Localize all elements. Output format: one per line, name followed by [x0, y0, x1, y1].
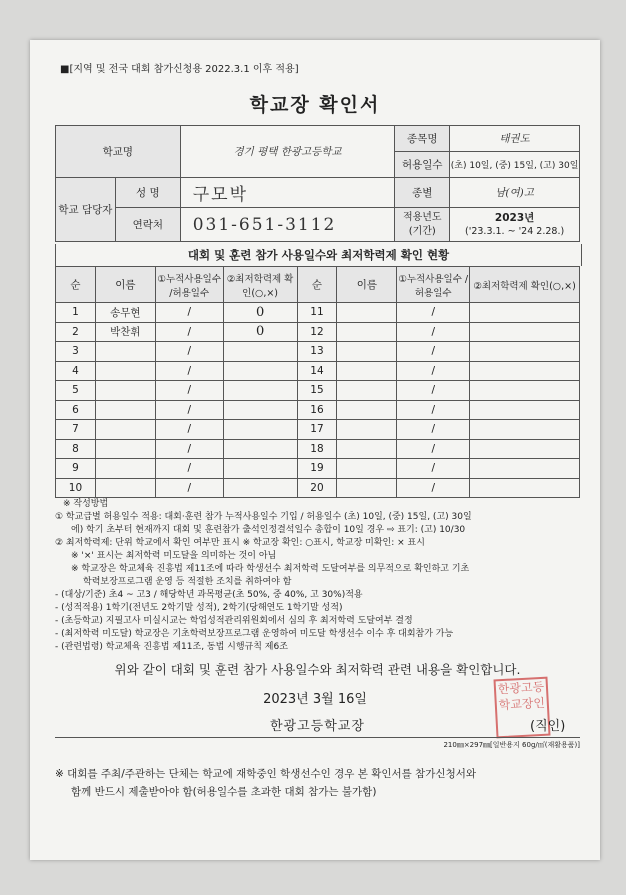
row-name: [337, 342, 397, 362]
sport-value: 태권도: [450, 126, 580, 152]
document-title: 학교장 확인서: [249, 94, 381, 116]
note-line: 에) 학기 초부터 현재까지 대회 및 훈련참가 출석인정결석일수 총합이 10일 경우 ⇨ 표기: (고) 10/30: [71, 525, 466, 535]
row-grade: [223, 420, 297, 440]
header-grade-2: ②최저학력제 확인(○,×): [470, 267, 580, 303]
row-no: 15: [297, 381, 337, 401]
row-grade: [470, 400, 580, 420]
confirm-text: 위와 같이 대회 및 훈련 참가 사용일수와 최저학력 관련 내용을 확인합니다.: [114, 662, 521, 677]
table-row: [56, 420, 580, 440]
row-grade: 0: [223, 322, 297, 342]
note-line: ※ 작성방법: [63, 499, 109, 509]
year-value: 2023년: [494, 211, 535, 224]
principal-text: 한광고등학교장: [270, 719, 365, 734]
header-days-2: ①누적사용일수 /허용일수: [397, 267, 470, 303]
row-days: /: [397, 420, 470, 440]
row-days: /: [155, 381, 223, 401]
days-value: (초) 10일, (중) 15일, (고) 30일: [450, 152, 580, 178]
year-cell: [450, 208, 580, 242]
year-label: 적용년도 (기간): [395, 208, 450, 242]
row-no: 16: [297, 400, 337, 420]
date-text: 2023년 3월 16일: [263, 692, 367, 707]
note-line: ① 학교급별 허용일수 적용: 대회·훈련 참가 누적사용일수 기입 / 허용일수 (초) 10일, (중) 15일, (고) 30일: [55, 512, 472, 522]
row-no: 17: [297, 420, 337, 440]
table-row: [56, 361, 580, 381]
row-name: 박찬휘: [95, 322, 155, 342]
row-name: [95, 381, 155, 401]
row-no: 10: [56, 478, 96, 498]
row-days: /: [397, 459, 470, 479]
table-row: [56, 478, 580, 498]
notes-block: [55, 498, 585, 654]
contact-label: 연락처: [115, 208, 180, 242]
row-grade: [470, 322, 580, 342]
row-grade: [223, 381, 297, 401]
row-days: /: [397, 361, 470, 381]
paper-spec: 210㎜×297㎜[일반용지 60g/㎡(재활용품)]: [443, 741, 580, 749]
note-line: - (관련법령) 학교체육 진흥법 제11조, 동법 시행규칙 제6조: [55, 642, 288, 652]
row-no: 12: [297, 322, 337, 342]
note-line: 학력보장프로그램 운영 등 적절한 조치를 취하여야 함: [83, 577, 292, 587]
row-name: [95, 361, 155, 381]
row-grade: 0: [223, 303, 297, 323]
gender-label: 종별: [395, 178, 450, 208]
table-header-row: [56, 267, 580, 303]
row-name: [95, 420, 155, 440]
row-no: 7: [56, 420, 96, 440]
row-name: [337, 400, 397, 420]
header-name: 이름: [95, 267, 155, 303]
row-no: 13: [297, 342, 337, 362]
note-line: ※ 학교장은 학교체육 진흥법 제11조에 따라 학생선수 최저학력 도달여부를 의무적으로 확인하고 기초: [71, 564, 470, 574]
row-days: /: [397, 303, 470, 323]
table-row: [56, 439, 580, 459]
row-days: /: [397, 322, 470, 342]
header-grade: ②최저학력제 확인(○,×): [223, 267, 297, 303]
row-name: [337, 361, 397, 381]
row-name: [95, 400, 155, 420]
note-line: - (성적적용) 1학기(전년도 2학기말 성적), 2학기(당해연도 1학기말 성적): [55, 603, 343, 613]
row-name: [337, 303, 397, 323]
note-line: - (대상/기준) 초4 ~ 고3 / 해당학년 과목평균(초 50%, 중 40%, 고 30%)적용: [55, 590, 363, 600]
table-row: [56, 400, 580, 420]
table-row: [56, 322, 580, 342]
row-grade: [470, 342, 580, 362]
row-no: 1: [56, 303, 96, 323]
row-days: /: [155, 322, 223, 342]
row-no: 4: [56, 361, 96, 381]
row-no: 2: [56, 322, 96, 342]
row-no: 14: [297, 361, 337, 381]
days-label: 허용일수: [395, 152, 450, 178]
row-grade: [223, 439, 297, 459]
sport-label: 종목명: [395, 126, 450, 152]
row-grade: [223, 459, 297, 479]
row-name: [337, 322, 397, 342]
row-days: /: [155, 361, 223, 381]
row-grade: [223, 361, 297, 381]
row-no: 6: [56, 400, 96, 420]
table-row: [56, 381, 580, 401]
contact-value: 031-651-3112: [180, 208, 395, 242]
staff-label: 학교 담당자: [56, 178, 116, 242]
subtitle: 대회 및 훈련 참가 사용일수와 최저학력제 확인 현황: [55, 244, 582, 266]
note-line: ② 최저학력제: 단위 학교에서 확인 여부만 표시 ※ 학교장 확인: ○표시, 학교장 미확인: × 표시: [55, 538, 425, 548]
row-no: 9: [56, 459, 96, 479]
row-days: /: [397, 400, 470, 420]
row-grade: [470, 303, 580, 323]
row-name: [337, 478, 397, 498]
seal-label: (직인): [530, 719, 566, 734]
row-days: /: [155, 420, 223, 440]
school-seal-stamp: 한광고등학교장인: [493, 677, 550, 739]
row-grade: [470, 381, 580, 401]
row-name: [337, 459, 397, 479]
row-name: [95, 478, 155, 498]
row-grade: [223, 400, 297, 420]
row-days: /: [155, 400, 223, 420]
name-label: 성 명: [115, 178, 180, 208]
row-grade: [470, 361, 580, 381]
row-days: /: [397, 381, 470, 401]
gender-value: 남(여)고: [450, 178, 580, 208]
row-no: 5: [56, 381, 96, 401]
footer-note-line-1: ※ 대회를 주최/주관하는 단체는 학교에 재학중인 학생선수인 경우 본 확인서를 참가신청서와: [55, 768, 477, 780]
row-name: [95, 439, 155, 459]
table-row: [56, 459, 580, 479]
note-line: - (초등학교) 지필고사 미실시교는 학업성적관리위원회에서 심의 후 최저학력 도달여부 결정: [55, 616, 413, 626]
name-value: 구모박: [180, 178, 395, 208]
participation-table: [55, 266, 580, 498]
header-no: 순: [56, 267, 96, 303]
header-no-2: 순: [297, 267, 337, 303]
table-row: [56, 342, 580, 362]
header-name-2: 이름: [337, 267, 397, 303]
table-row: [56, 303, 580, 323]
row-no: 19: [297, 459, 337, 479]
period-value: ('23.3.1. ~ '24 2.28.): [465, 225, 565, 237]
row-grade: [223, 478, 297, 498]
row-days: /: [397, 342, 470, 362]
row-days: /: [397, 439, 470, 459]
note-line: ※ '×' 표시는 최저학력 미도달을 의미하는 것이 아님: [71, 551, 277, 561]
row-no: 8: [56, 439, 96, 459]
row-days: /: [155, 459, 223, 479]
row-no: 18: [297, 439, 337, 459]
row-no: 20: [297, 478, 337, 498]
row-grade: [470, 439, 580, 459]
school-label: 학교명: [56, 126, 181, 178]
row-days: /: [155, 342, 223, 362]
row-name: 송무현: [95, 303, 155, 323]
row-grade: [223, 342, 297, 362]
info-table: [55, 125, 580, 242]
row-days: /: [155, 478, 223, 498]
row-days: /: [397, 478, 470, 498]
document-page: [30, 40, 600, 860]
row-grade: [470, 478, 580, 498]
school-value: 경기 평택 한광고등학교: [180, 126, 395, 178]
row-name: [337, 420, 397, 440]
row-days: /: [155, 439, 223, 459]
divider: [55, 737, 580, 738]
row-grade: [470, 420, 580, 440]
note-line: - (최저학력 미도달) 학교장은 기초학력보장프로그램 운영하여 미도달 학생선수 이수 후 대회참가 가능: [55, 629, 454, 639]
row-name: [337, 439, 397, 459]
row-name: [95, 459, 155, 479]
row-name: [337, 381, 397, 401]
row-grade: [470, 459, 580, 479]
row-name: [95, 342, 155, 362]
footer-note-line-2: 함께 반드시 제출받아야 함(허용일수를 초과한 대회 참가는 불가함): [71, 786, 377, 798]
row-no: 3: [56, 342, 96, 362]
header-note: ■[지역 및 전국 대회 참가신청용 2022.3.1 이후 적용]: [60, 64, 299, 75]
row-days: /: [155, 303, 223, 323]
footer-note: [55, 765, 585, 801]
row-no: 11: [297, 303, 337, 323]
header-days: ①누적사용일수 /허용일수: [155, 267, 223, 303]
